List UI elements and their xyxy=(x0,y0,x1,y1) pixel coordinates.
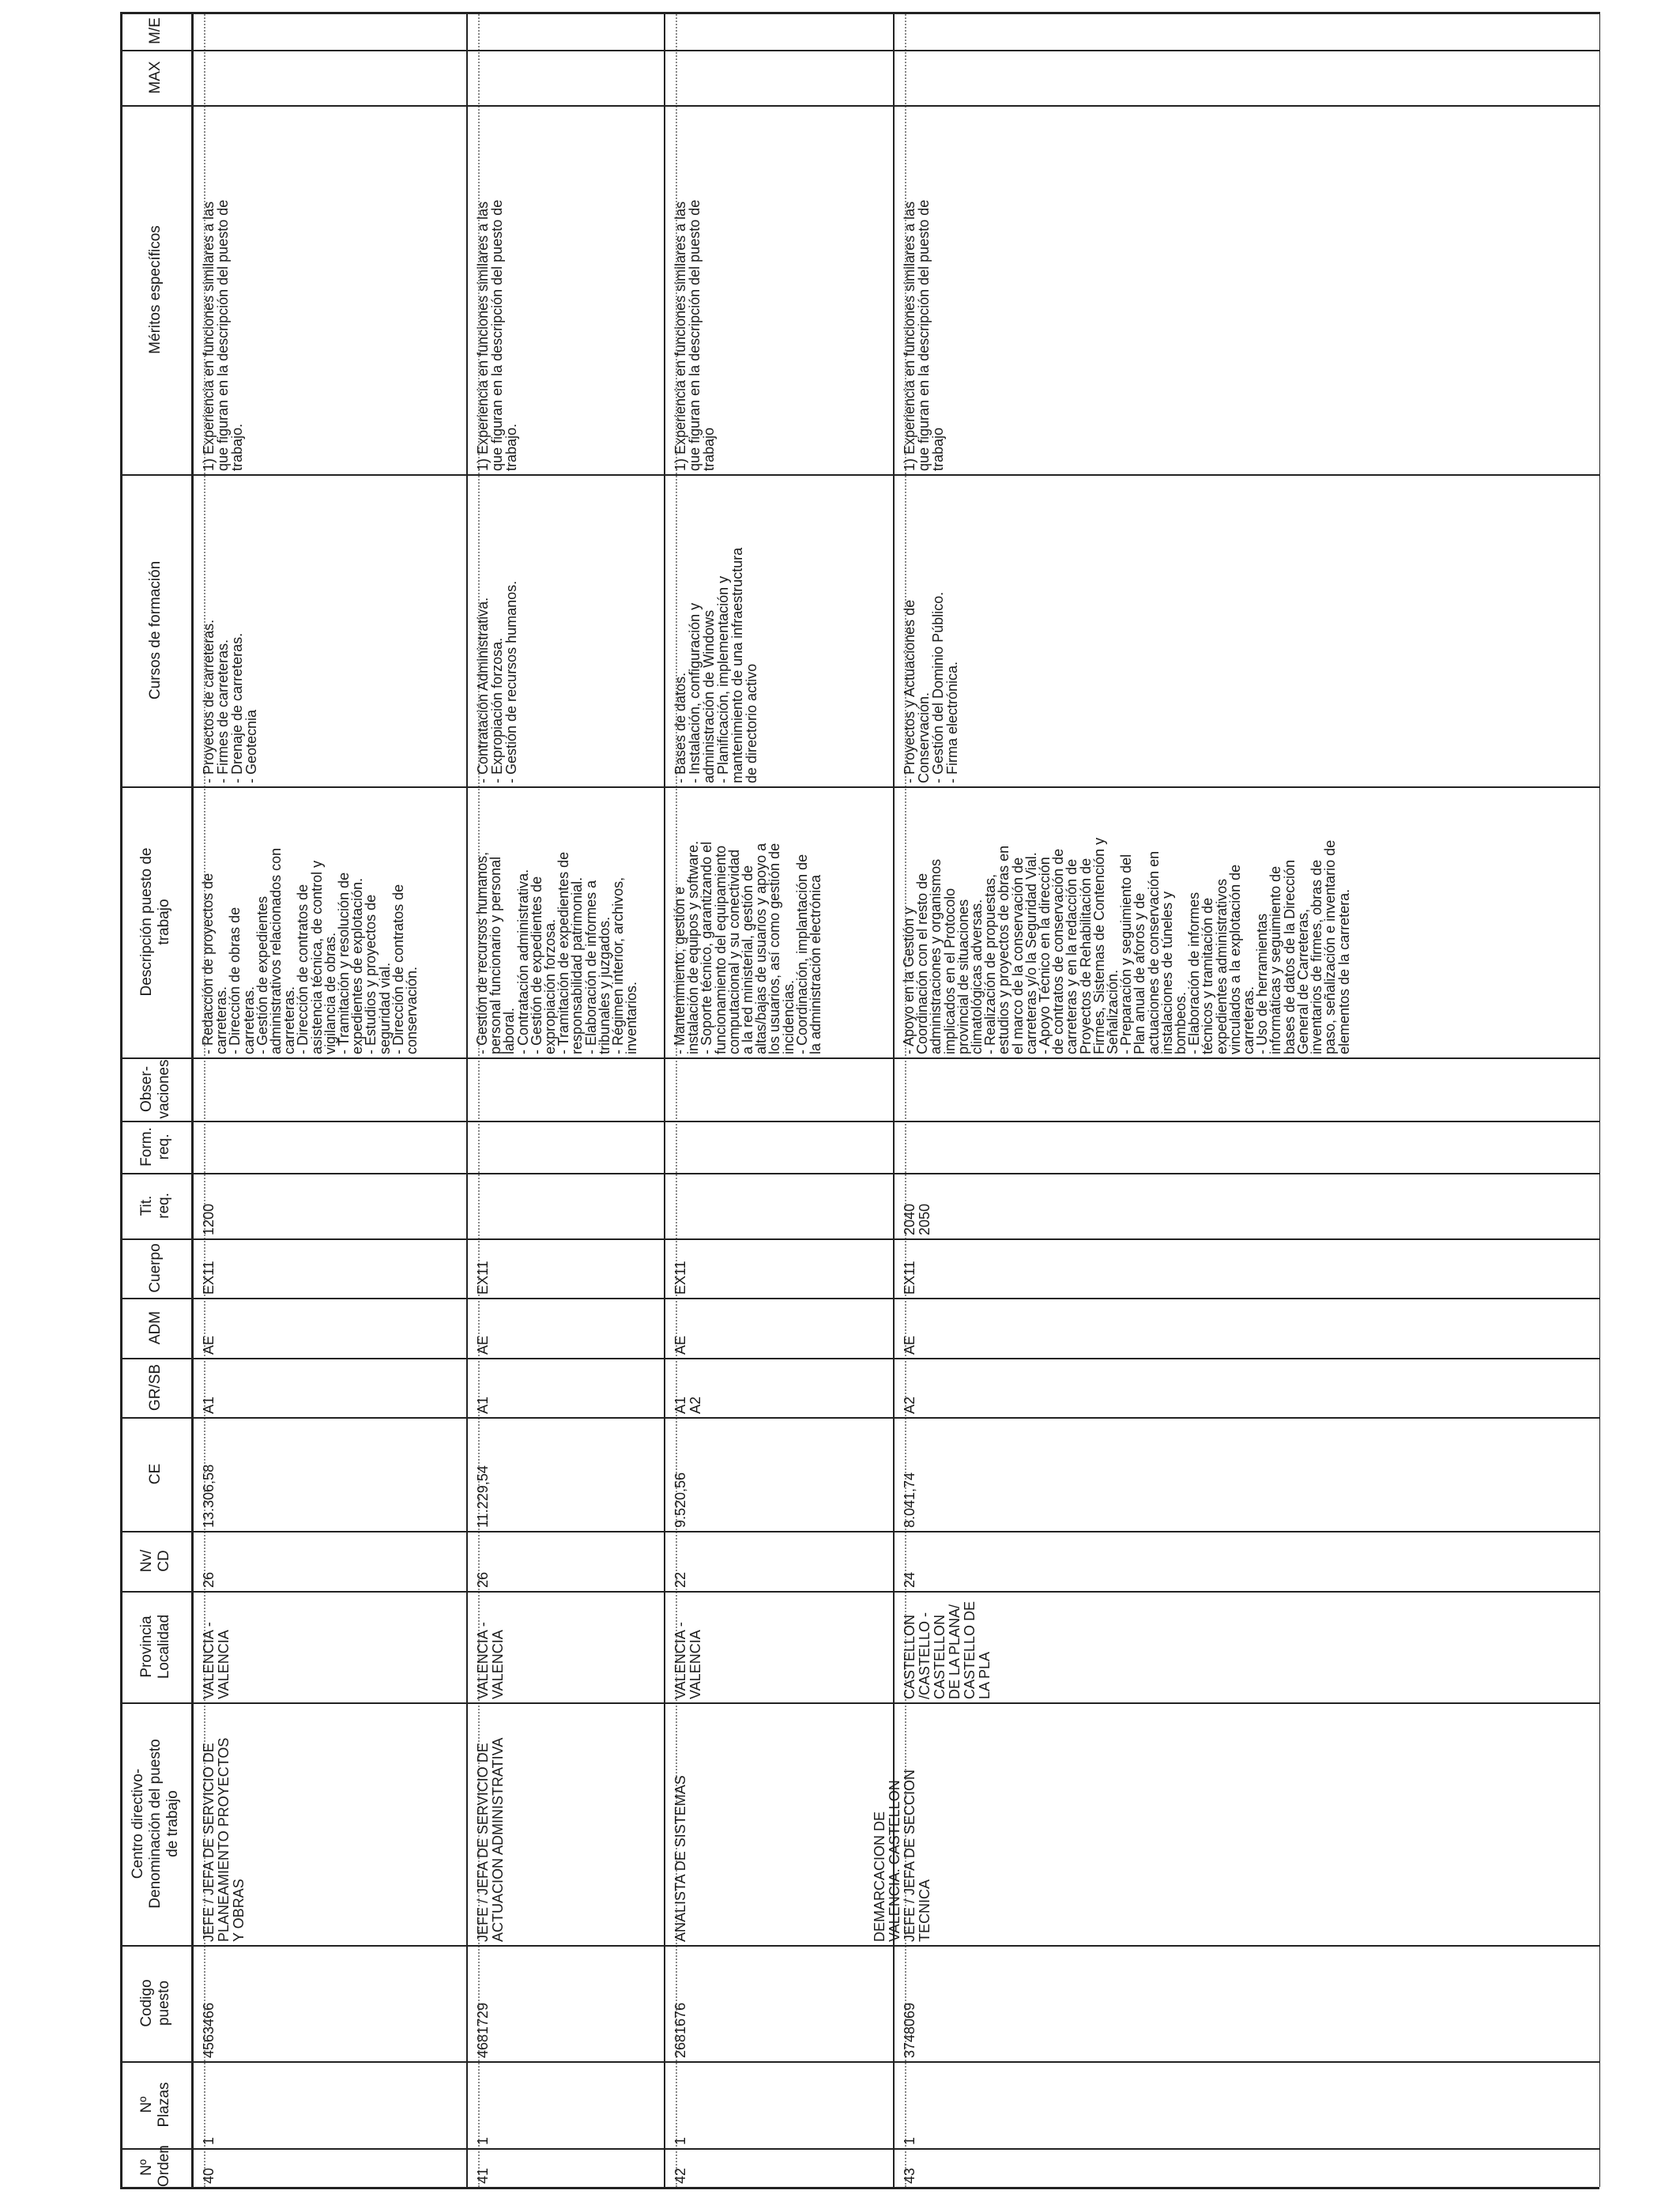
table-border-line xyxy=(191,12,194,2187)
cell-descripcion: - Redacción de proyectos de carreteras. - Dirección de obras de carreteras. - Gestión de expedientes administrativos relacionados con carreteras. - Dirección de contratos de asistencia técnica, de control y vigilancia de obras. - Tramitación y resolución de expedientes de explotación. - Estudios y proyectos de seguridad vial. - Dirección de contratos de conservación. xyxy=(200,847,420,1054)
column-separator-line xyxy=(120,1173,1599,1174)
column-separator-line xyxy=(120,1531,1599,1532)
header-plazas: Nº Plazas xyxy=(138,2082,172,2128)
header-codigo: Codigo puesto xyxy=(138,1979,172,2027)
cell-provincia: CASTELLON /CASTELLO - CASTELLON DE LA PLANA/ CASTELLO DE LA PLA xyxy=(902,1600,993,1699)
cell-orden: 40 xyxy=(201,2167,217,2184)
header-observaciones: Obser- vaciones xyxy=(138,1059,172,1119)
cell-descripcion: - Gestión de recursos humanos, personal funcionario y personal laboral. - Contratación administrativa. - Gestión de expedientes de expropiación forzosa. - Tramitación de expedientes de responsabilidad patrimonial. - Elaboración de informes a tribunales y juzgados. - Régimen interior, archivos, inventarios. xyxy=(474,851,640,1054)
cell-grupo: A1 xyxy=(201,1396,217,1414)
cell-nivel: 24 xyxy=(902,1571,917,1588)
cell-codigo: 3748069 xyxy=(902,2002,917,2058)
column-separator-line xyxy=(120,1298,1599,1299)
cell-plazas: 1 xyxy=(201,2136,217,2145)
cell-cuerpo: EX11 xyxy=(201,1261,217,1295)
column-separator-line xyxy=(120,474,1599,476)
cell-codigo: 4563466 xyxy=(201,2002,217,2058)
column-separator-line xyxy=(120,1057,1599,1059)
row-separator-line xyxy=(466,12,468,2187)
header-cursos: Cursos de formación xyxy=(147,560,164,700)
cell-nivel: 26 xyxy=(475,1571,491,1588)
header-titulacion: Tit. req. xyxy=(138,1193,172,1219)
cell-grupo: A1 xyxy=(475,1396,491,1414)
cell-codigo: 2681676 xyxy=(672,2002,688,2058)
cell-codigo: 4681729 xyxy=(475,2002,491,2058)
header-grupo: GR/SB xyxy=(147,1363,164,1412)
cell-descripcion: - Mantenimiento, gestión e instalación de equipos y software. - Soporte técnico, garantizando el funcionamiento del equipamiento computacional y su conectividad a la red ministerial, gestión de altas/bajas de usuarios y apoyo a los usuarios, así como gestión de incidencias. - Coordinación, implantación de la administración electrónica xyxy=(672,840,824,1054)
cell-ce: 8.041,74 xyxy=(902,1472,917,1528)
column-separator-line xyxy=(120,2187,1599,2189)
column-separator-line xyxy=(120,1358,1599,1359)
column-separator-line xyxy=(120,1121,1599,1122)
column-separator-line xyxy=(120,1591,1599,1593)
cell-meritos: 1) Experiencia en funciones similares a las que figuran en la descripción del puesto de trabajo xyxy=(902,199,946,471)
cell-adm: AE xyxy=(201,1335,217,1355)
cell-cursos: - Proyectos y Actuaciones de Conservación. - Gestión del Dominio Público. - Firma electrónica. xyxy=(902,591,960,783)
column-separator-line xyxy=(120,1417,1599,1419)
cell-nivel: 26 xyxy=(201,1571,217,1588)
cell-cuerpo: EX11 xyxy=(672,1261,688,1295)
header-descripcion: Descripción puesto de trabajo xyxy=(138,847,172,997)
column-separator-line xyxy=(120,786,1599,788)
cell-meritos: 1) Experiencia en funciones similares a las que figuran en la descripción del puesto de trabajo. xyxy=(475,199,519,471)
cell-cuerpo: EX11 xyxy=(902,1261,917,1295)
cell-provincia: VALENCIA - VALENCIA xyxy=(475,1622,506,1699)
header-meritos: Méritos específicos xyxy=(147,225,164,354)
header-nivel: Nv/ CD xyxy=(138,1549,172,1573)
header-adm: ADM xyxy=(147,1310,164,1345)
column-separator-line xyxy=(120,105,1599,107)
header-max: MAX xyxy=(147,61,164,94)
cell-adm: AE xyxy=(672,1335,688,1355)
cell-descripcion: - Apoyo en la Gestión y Coordinación con el resto de administraciones y organismos implicados en el Protocolo provincial de situaciones climatológicas adversas. - Realización de propuestas, estudios y proyectos de obras en el marco de la conservación de carreteras y/o la Seguridad Vial. - Apoyo Técnico en la dirección de contratos de conservación de carreteras y en la redacción de Proyectos de Rehabilitación de Firmes, Sistemas de Contención y Señalización. - Preparación y seguimiento del Plan anual de aforos y de actuaciones de conservación en instalaciones de túneles y bombeos. - Elaboración de informes técnicos y tramitación de expedientes administrativos vinculados a la explotación de carreteras. - Uso de herramientas informáticas y seguimiento de bases de datos de la Dirección General de Carreteras, inventarios de firmes, obras de paso, señalización e inventario de elementos de la carretera. xyxy=(901,837,1352,1054)
cell-cursos: - Contratación Administrativa. - Expropiación forzosa. - Gestión de recursos humanos. xyxy=(475,580,519,783)
cell-centro: ANALISTA DE SISTEMAS xyxy=(672,1775,688,1942)
header-provincia: Provincia Localidad xyxy=(138,1614,172,1679)
cell-centro: JEFE / JEFA DE SECCION TECNICA xyxy=(902,1769,932,1942)
cell-centro-group: DEMARCACION DE VALENCIA. CASTELLON xyxy=(872,1780,902,1942)
cell-grupo: A2 xyxy=(902,1396,917,1414)
cell-grupo: A1 A2 xyxy=(672,1396,703,1414)
cell-cuerpo: EX11 xyxy=(475,1261,491,1295)
cell-ce: 11.229,54 xyxy=(475,1465,491,1528)
row-separator-line xyxy=(664,12,665,2187)
cell-provincia: VALENCIA - VALENCIA xyxy=(672,1622,703,1699)
cell-orden: 43 xyxy=(902,2167,917,2184)
cell-cursos: - Bases de datos. - Instalación, configuración y administración de Windows - Planificación, implementación y mantenimiento de una infraestructura de directorio activo xyxy=(672,547,759,783)
cell-ce: 13.306,58 xyxy=(201,1464,217,1528)
header-me: M/E xyxy=(147,17,164,44)
table-border-line xyxy=(120,12,122,2187)
cell-meritos: 1) Experiencia en funciones similares a las que figuran en la descripción del puesto de trabajo. xyxy=(201,199,245,471)
cell-centro: JEFE / JEFA DE SERVICIO DE ACTUACION ADMINISTRATIVA xyxy=(475,1737,506,1942)
header-cuerpo: Cuerpo xyxy=(147,1243,164,1293)
column-separator-line xyxy=(120,1702,1599,1704)
cell-plazas: 1 xyxy=(672,2136,688,2145)
cell-plazas: 1 xyxy=(475,2136,491,2145)
header-ce: CE xyxy=(147,1463,164,1485)
header-centro: Centro directivo- Denominación del puesto de trabajo xyxy=(130,1739,181,1909)
column-separator-line xyxy=(120,1945,1599,1947)
cell-cursos: - Proyectos de carreteras. - Firmes de carreteras. - Drenaje de carreteras. - Geotecnia xyxy=(201,619,259,783)
cell-adm: AE xyxy=(475,1335,491,1355)
cell-orden: 41 xyxy=(475,2167,491,2184)
column-separator-line xyxy=(120,2148,1599,2150)
cell-orden: 42 xyxy=(672,2167,688,2184)
cell-provincia: VALENCIA - VALENCIA xyxy=(201,1622,232,1699)
cell-ce: 9.520,56 xyxy=(672,1472,688,1528)
column-separator-line xyxy=(120,2061,1599,2063)
cell-titulacion: 2040 2050 xyxy=(902,1203,932,1235)
column-separator-line xyxy=(120,1238,1599,1240)
cell-titulacion: 1200 xyxy=(201,1203,217,1235)
cell-plazas: 1 xyxy=(902,2136,917,2145)
column-separator-line xyxy=(120,12,1599,14)
header-orden: Nº Orden xyxy=(138,2145,172,2187)
cell-nivel: 22 xyxy=(672,1571,688,1588)
cell-centro: JEFE / JEFA DE SERVICIO DE PLANEAMIENTO PROYECTOS Y OBRAS xyxy=(201,1737,247,1942)
cell-meritos: 1) Experiencia en funciones similares a las que figuran en la descripción del puesto de trabajo xyxy=(672,199,717,471)
table-border-line xyxy=(1599,12,1600,2187)
header-formacion: Form. req. xyxy=(138,1127,172,1167)
column-separator-line xyxy=(120,50,1599,51)
cell-adm: AE xyxy=(902,1335,917,1355)
